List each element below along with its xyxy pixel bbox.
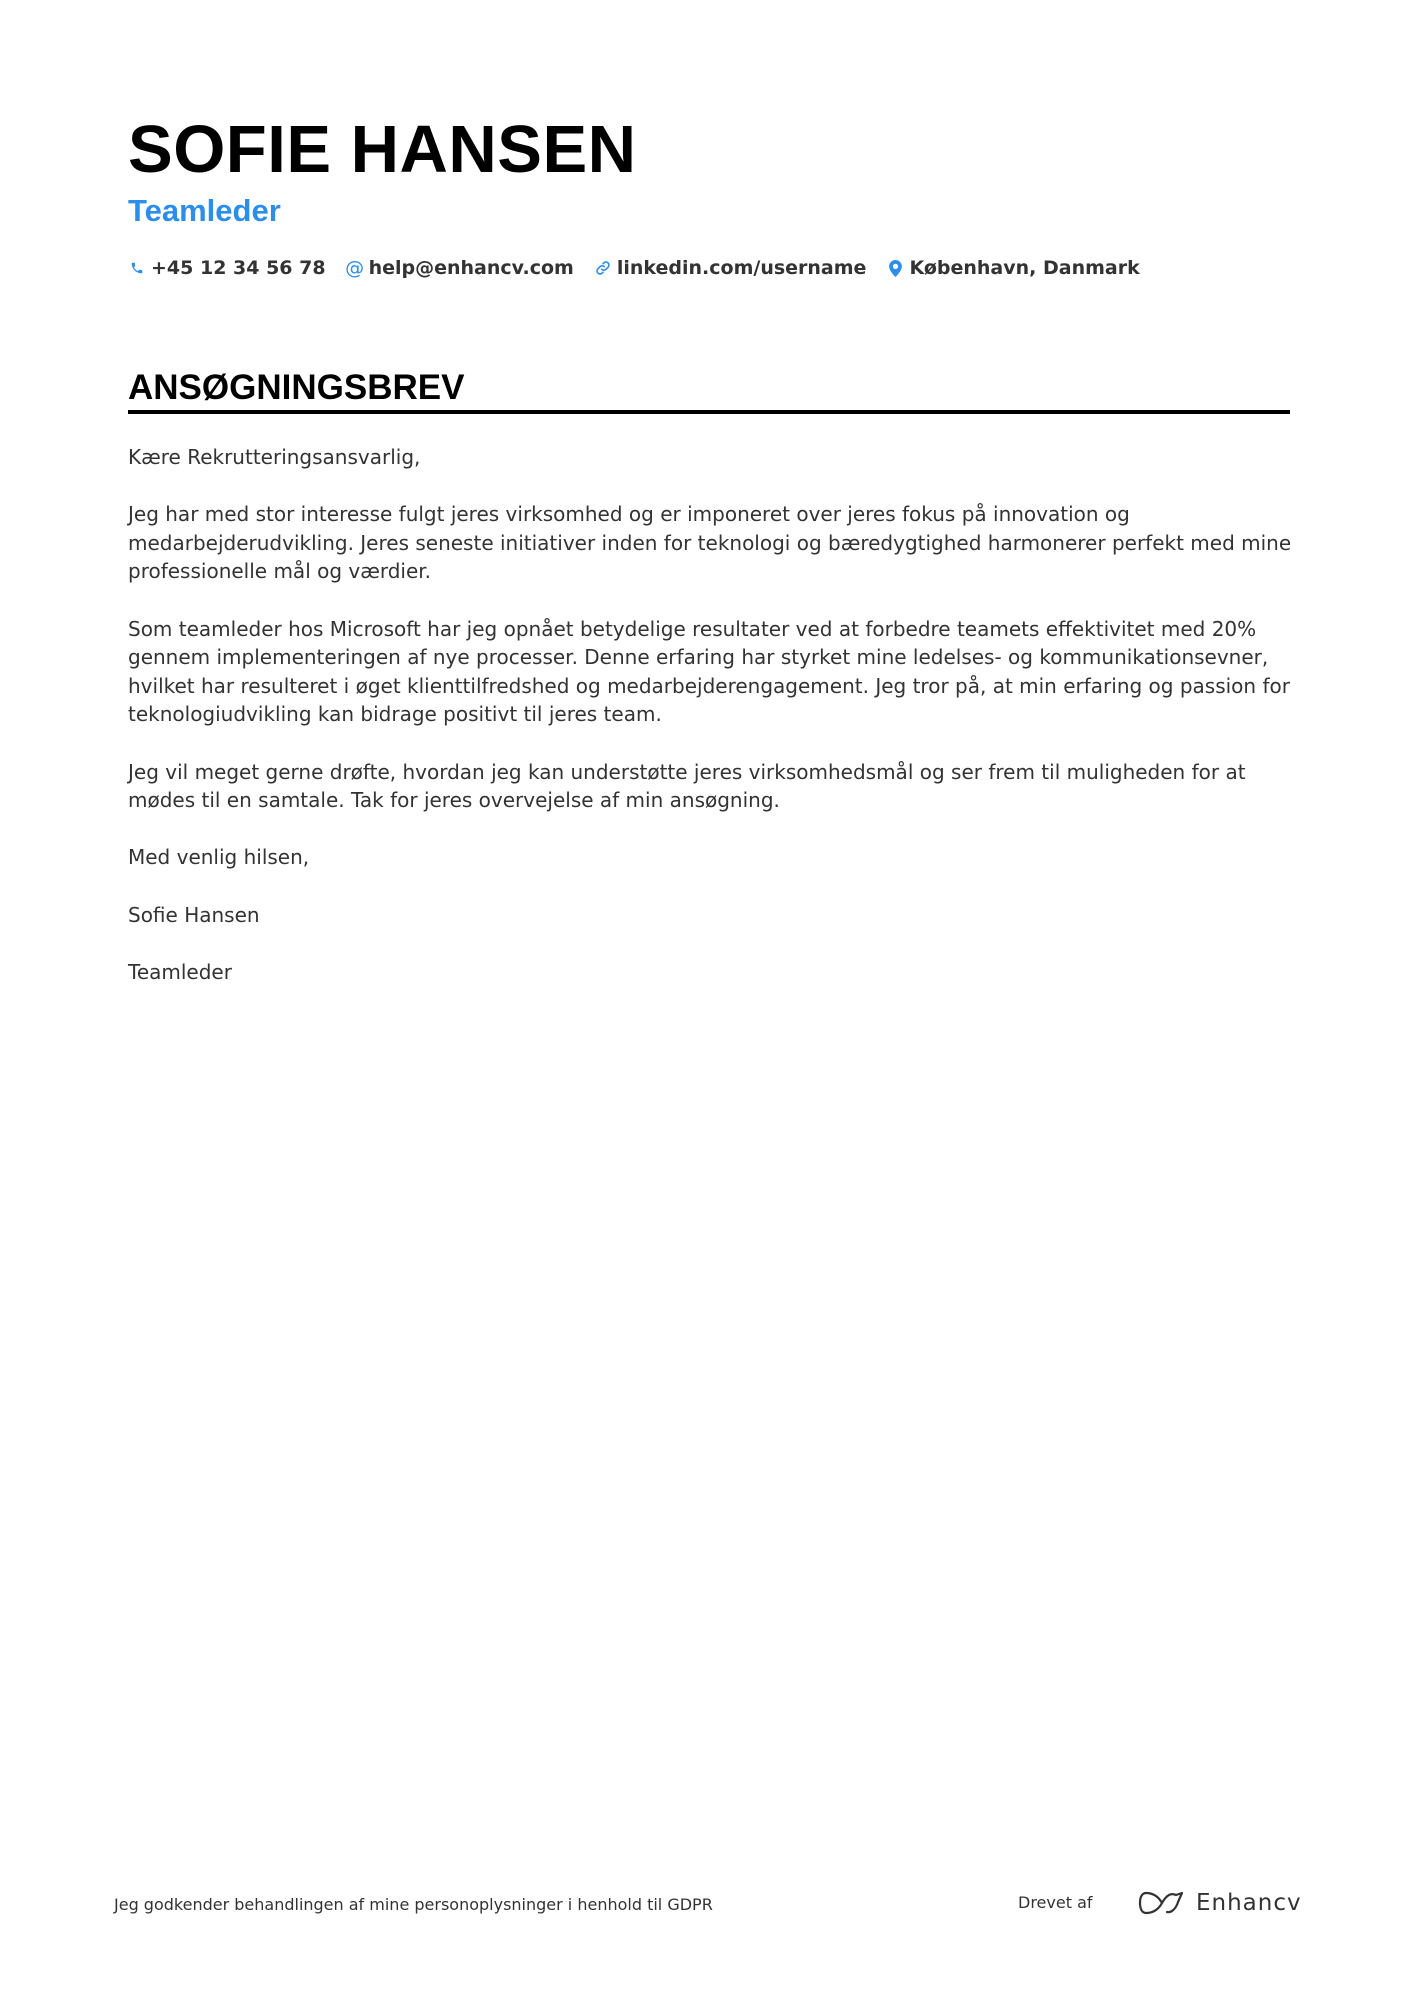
- signature-title: Teamleder: [128, 959, 232, 984]
- enhancv-logo-icon: [1138, 1890, 1186, 1916]
- signature-name: Sofie Hansen: [128, 902, 260, 927]
- closing: Med venlig hilsen,: [128, 845, 310, 870]
- letter-body: [128, 443, 1298, 1015]
- location-text: København, Danmark: [909, 257, 1140, 279]
- linkedin-text: linkedin.com/username: [616, 257, 867, 279]
- at-icon: @: [345, 257, 365, 279]
- link-icon: [594, 257, 612, 279]
- paragraph: Jeg har med stor interesse fulgt jeres virksomhed og er imponeret over jeres fokus på innovation og medarbejderudvikling. Jeres seneste initiativer inden for teknologi og bæredygtighed harmonerer perfekt med mine professionelle mål og værdier.: [128, 502, 1292, 584]
- phone-icon: [128, 257, 146, 279]
- paragraph: Jeg vil meget gerne drøfte, hvordan jeg kan understøtte jeres virksomhedsmål og ser frem til muligheden for at mødes til en samtale. Tak for jeres overvejelse af min ansøgning.: [128, 759, 1246, 813]
- gdpr-consent: Jeg godkender behandlingen af mine personoplysninger i henhold til GDPR: [114, 1895, 713, 1914]
- contact-email[interactable]: [346, 257, 574, 279]
- contact-row: [128, 252, 1160, 284]
- enhancv-logo[interactable]: [1138, 1885, 1302, 1921]
- phone-text: +45 12 34 56 78: [151, 257, 326, 279]
- location-pin-icon: [886, 257, 904, 279]
- salutation: Kære Rekrutteringsansvarlig,: [128, 445, 421, 469]
- email-text: help@enhancv.com: [368, 257, 574, 279]
- section-divider: [128, 410, 1290, 414]
- powered-by-label: Drevet af: [1018, 1893, 1093, 1912]
- contact-phone[interactable]: [128, 257, 326, 279]
- contact-location[interactable]: [886, 257, 1139, 279]
- contact-linkedin[interactable]: [594, 257, 867, 279]
- applicant-name: SOFIE HANSEN: [128, 112, 637, 187]
- brand-name: Enhancv: [1196, 1890, 1302, 1916]
- job-title: Teamleder: [128, 193, 281, 228]
- section-title: ANSØGNINGSBREV: [128, 368, 465, 407]
- paragraph: Som teamleder hos Microsoft har jeg opnået betydelige resultater ved at forbedre teamets effektivitet med 20% gennem implementeringen af nye processer. Denne erfaring har styrket mine ledelses- og kommunikationsevner, hvilket har resulteret i øget klienttilfredshed og medarbejderengagement. Jeg tror på, at min erfaring og passion for teknologiudvikling kan bidrage positivt til jeres team.: [128, 616, 1290, 727]
